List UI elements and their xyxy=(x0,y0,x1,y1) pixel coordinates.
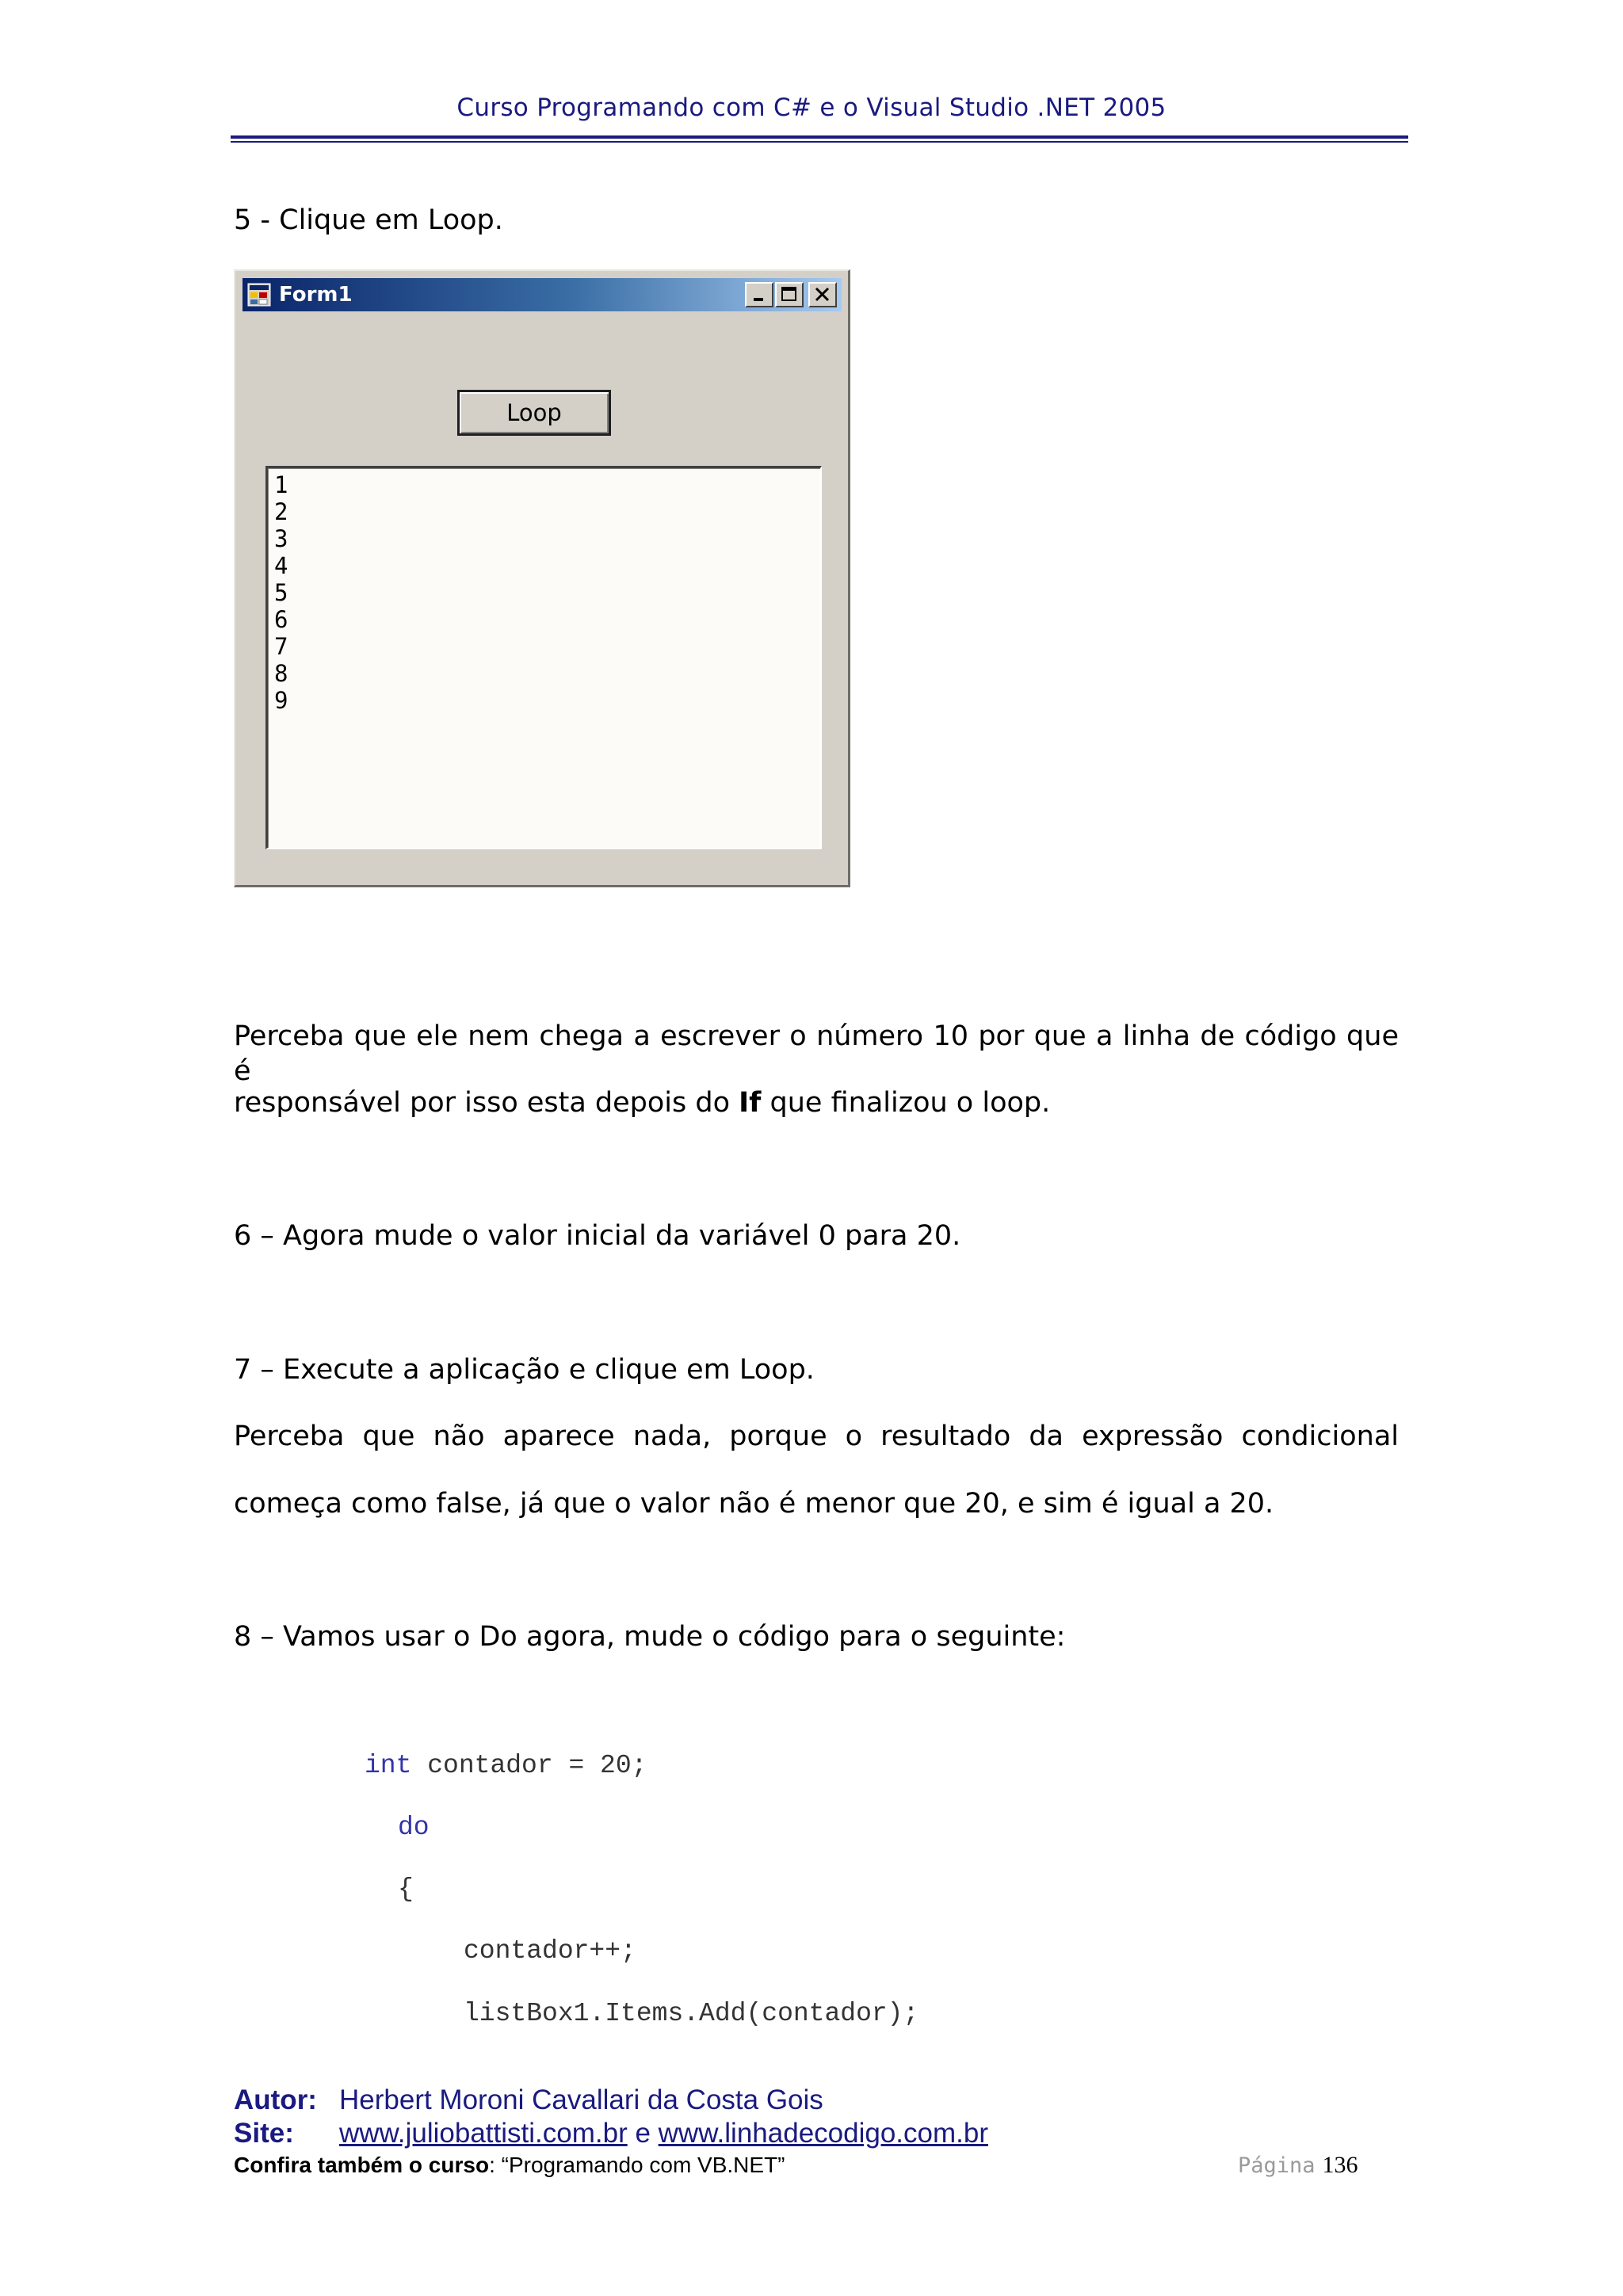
loop-button[interactable]: Loop xyxy=(457,390,611,436)
text-run: que finalizou o loop. xyxy=(761,1087,1051,1119)
code-line-2: do xyxy=(398,1813,430,1842)
footer-course xyxy=(234,2152,785,2179)
step-5-text: 5 - Clique em Loop. xyxy=(234,204,503,236)
list-item[interactable]: 6 xyxy=(274,606,288,633)
list-item[interactable]: 7 xyxy=(274,633,288,660)
minimize-button[interactable] xyxy=(745,282,773,307)
list-item[interactable]: 9 xyxy=(274,687,288,714)
header-rule-thin xyxy=(231,141,1408,143)
list-item[interactable]: 4 xyxy=(274,552,288,579)
site-links xyxy=(339,2117,988,2156)
step-6-text: 6 – Agora mude o valor inicial da variável 0 para 20. xyxy=(234,1220,961,1252)
window-titlebar xyxy=(242,278,842,311)
perceba-paragraph-2-line-2: começa como false, já que o valor não é menor que 20, e sim é igual a 20. xyxy=(234,1488,1274,1520)
text-run: responsável por isso esta depois do xyxy=(234,1087,739,1119)
code-text: contador = 20; xyxy=(411,1751,647,1780)
code-line-1 xyxy=(365,1751,647,1780)
author-label: Autor: xyxy=(234,2084,317,2115)
perceba-paragraph-1-line-2 xyxy=(234,1085,1050,1120)
list-item[interactable]: 3 xyxy=(274,525,288,552)
code-line-3: { xyxy=(398,1875,414,1904)
form-app-icon xyxy=(247,283,271,307)
page-number-value: 136 xyxy=(1322,2152,1358,2178)
page-number xyxy=(1238,2152,1358,2180)
course-label: Confira também o curso xyxy=(234,2153,490,2177)
page-header-title: Curso Programando com C# e o Visual Studio .NET 2005 xyxy=(456,93,1167,122)
header-rule-thick xyxy=(231,135,1408,139)
course-value: : “Programando com VB.NET” xyxy=(489,2153,785,2177)
listbox1[interactable] xyxy=(265,466,822,849)
code-line-4: contador++; xyxy=(464,1936,636,1966)
site-link-linhadecodigo[interactable]: www.linhadecodigo.com.br xyxy=(658,2118,988,2149)
perceba-paragraph-2-line-1: Perceba que não aparece nada, porque o resultado da expressão condicional xyxy=(234,1421,1399,1452)
maximize-button[interactable] xyxy=(775,282,804,307)
code-line-5: listBox1.Items.Add(contador); xyxy=(464,1999,919,2028)
window-title: Form1 xyxy=(279,283,353,307)
minimize-icon xyxy=(747,284,772,306)
perceba-paragraph-1-line-1: Perceba que ele nem chega a escrever o número 10 por que a linha de código que é xyxy=(234,1020,1399,1087)
site-label: Site: xyxy=(234,2118,294,2149)
step-8-text: 8 – Vamos usar o Do agora, mude o código para o seguinte: xyxy=(234,1621,1066,1653)
form1-window xyxy=(234,269,850,887)
page-label: Página xyxy=(1238,2153,1316,2178)
footer-site xyxy=(234,2117,294,2156)
close-icon xyxy=(810,284,835,306)
step-7-text: 7 – Execute a aplicação e clique em Loop. xyxy=(234,1354,815,1386)
list-item[interactable]: 2 xyxy=(274,498,288,525)
list-item[interactable]: 5 xyxy=(274,579,288,606)
site-separator: e xyxy=(627,2118,659,2149)
list-item[interactable]: 8 xyxy=(274,660,288,687)
maximize-icon xyxy=(777,284,802,306)
close-button[interactable] xyxy=(808,282,837,307)
author-name: Herbert Moroni Cavallari da Costa Gois xyxy=(339,2084,823,2115)
if-keyword: If xyxy=(739,1087,762,1119)
site-link-juliobattisti[interactable]: www.juliobattisti.com.br xyxy=(339,2118,628,2149)
list-item[interactable]: 1 xyxy=(274,471,288,498)
code-keyword: int xyxy=(365,1751,412,1780)
